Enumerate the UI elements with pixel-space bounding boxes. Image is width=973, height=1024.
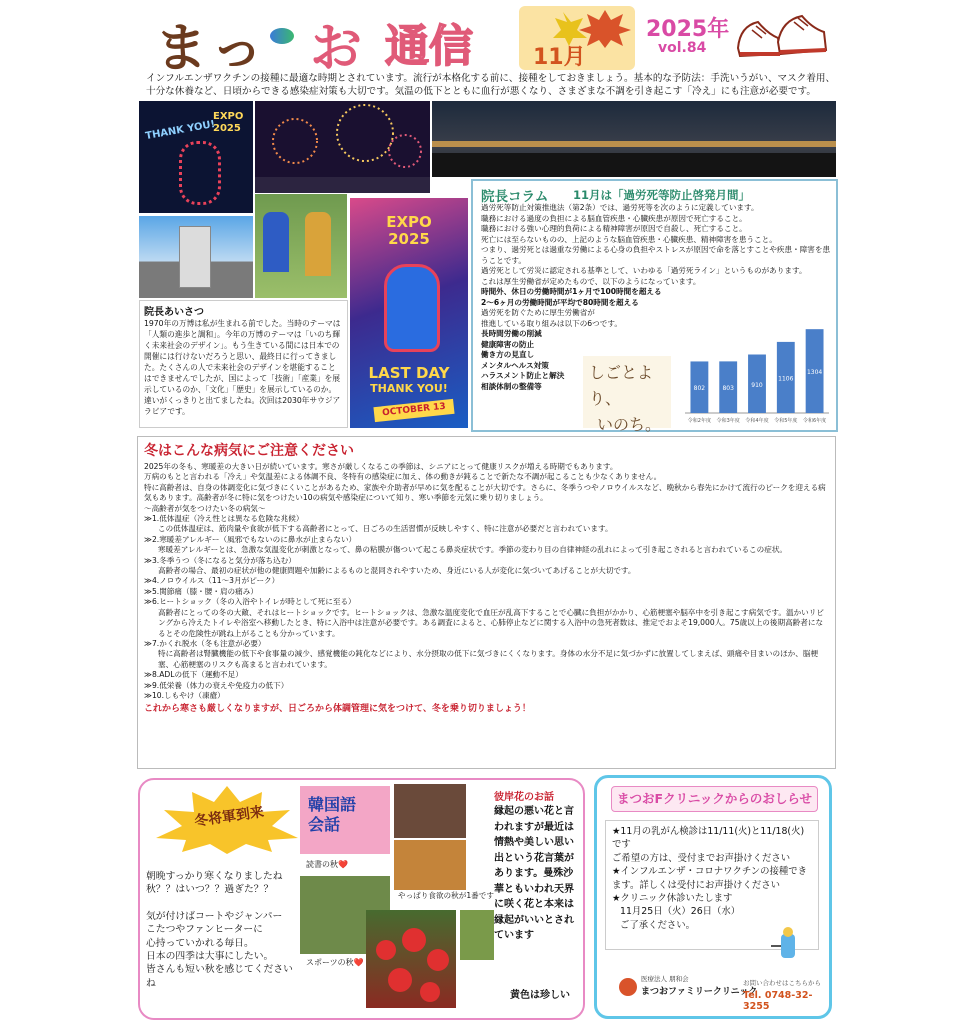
illness-head: ≫2.寒暖差アレルギー（風邪でもないのに鼻水が止まらない） [144, 534, 357, 544]
column-line: 職務における過度の負担による脳血管疾患・心臓疾患が原因で死亡すること。 [481, 213, 747, 223]
column-title: 院長コラム [481, 189, 549, 205]
chart-category-label: 令和6年度 [803, 418, 827, 424]
illness-desc: 寒暖差アレルギーとは、急激な気温変化が刺激となって、鼻の粘膜が傷ついて起こる鼻炎症状です。季節の変わり目の自律神経の乱れによって引き起こされると言われているこの症状。 [158, 545, 788, 555]
greeting-title: 院長あいさつ [144, 307, 204, 318]
illness-head: ≫6.ヒートショック（冬の入浴やトイレが時として死に至る） [144, 597, 356, 607]
title-matsu: まっ [155, 19, 268, 79]
couple-photo [255, 194, 347, 298]
higanbana-photo [366, 910, 456, 1008]
shogun-line: 日本の四季は大事にしたい。 [146, 951, 274, 963]
crowd-silhouette [432, 153, 836, 177]
illness-head: ≫9.低栄養（体力の衰えや免疫力の低下） [144, 680, 289, 690]
chicken-photo [394, 840, 466, 890]
yellow-lily-photo [460, 910, 494, 960]
person-left [263, 212, 289, 272]
illness-head: ≫4.ノロウイルス（11〜3月がピーク） [144, 576, 280, 586]
caption-food: やっぱり食欲の秋が1番です [398, 891, 494, 900]
illness-desc: 高齢者の場合、最初の症状が他の健康問題や加齢によるものと混同されやすいため、身近にいる人が変化に気づいてあげることが大切です。 [158, 566, 636, 576]
winter-title: 冬はこんな病気にご注意ください [144, 443, 354, 459]
shogun-line [146, 897, 302, 910]
shogun-line: 気が付けばコートやジャンパー [146, 910, 283, 922]
column-subtitle: 11月は「過労死等防止啓発月間」 [573, 188, 751, 202]
measure-item: 健康障害の防止 [481, 339, 535, 349]
ring-lights [432, 141, 836, 147]
column-line: 死亡には至らないものの、上記のような脳血管疾患・心臓疾患、精神障害を患うこと。 [481, 234, 777, 244]
intro-text: インフルエンザワクチンの接種に最適な時期とされています。流行が本格化する前に、接種をしておきましょう。基本的な予防法：手洗いうがい、マスク着用、十分な休養など、日頃からできる感染症対策も大切です。気温の低下とともに血行が悪くなり、さまざまな不調を引き起こす「冷え」にも注意が必要です。 [146, 73, 836, 98]
chart-data-label: 803 [722, 385, 734, 393]
chart-data-label: 802 [693, 385, 706, 393]
contact-label: お問い合わせはこちらから [743, 979, 821, 987]
measure-item: メンタルヘルス対策 [481, 360, 549, 370]
notice-line: ご了承ください。 [620, 919, 696, 931]
notice-line: 11月25日（火）26日（水） [620, 906, 741, 918]
notice-line: ★クリニック休診いたします [612, 893, 733, 905]
column-line: つまり、過労死とは過重な労働による心身の負担やストレスが原因で命を落とすことや疾患・障害を患うことです。 [481, 245, 831, 265]
column-line: 過労死を防ぐために厚生労働省が [481, 308, 595, 317]
myaku-myaku-mascot [384, 264, 440, 352]
shogun-line: こたつやファンヒーターに [146, 924, 263, 936]
poster-expo: EXPO [386, 213, 432, 231]
bbq-photo [394, 784, 466, 838]
winter-body [144, 462, 829, 701]
column-line: 時間外、休日の労働時間が1ヶ月で100時間を超える [481, 287, 662, 296]
shogun-line: 皆さんも短い秋を感じてくださいね [146, 964, 293, 989]
winter-intro-line: 2025年の冬も、寒暖差の大きい日が続いています。寒さが厳しくなるこの季節は、シニアにとって健康リスクが増える時期でもあります。 [144, 462, 618, 471]
shogun-text [146, 870, 302, 990]
greeting-body: 1970年の万博は私が生まれる前でした。当時のテーマは「人類の進歩と調和」。今年の万博のテーマは「いのち輝く未来社会のデザイン」。もう生きている間には日本での開催には行けないだろうと思い、最終日に行ってきました。たくさんの人で未来社会のデザインを堪能することはできませんでしたが、国によって「技術」「産業」を展示しているのか、「文化」「歴史」を展示しているのか。違いがくっきりと出てましたね。次回は2030年サウジアラビアです。 [144, 319, 341, 416]
illness-desc: 高齢者にとっての冬の大敵、それはヒートショックです。ヒートショックは、急激な温度変化で血圧が乱高下することで心臓に負担がかかり、心筋梗塞や脳卒中を引き起こす病気です。温かいリビングから冷えたトイレや浴室へ移動したとき、特に入浴中は注意が必要です。ある調査によると、心肺停止などに関する入浴中の急死者数は、推定でおよそ19,000人。75歳以上の後期高齢者になるとその危険性が跳ね上がることも分かっています。 [158, 607, 824, 638]
illness-head: ≫5.関節痛（膝・腰・肩の痛み） [144, 586, 258, 596]
director-greeting [139, 300, 348, 428]
expo-night-photo [139, 101, 253, 213]
chart-category-label: 令和2年度 [687, 418, 711, 424]
winter-intro-line: 万病のもとと言われる「冷え」や気温差による体調不良、冬特有の感染症に加え、体の動きが鈍ることで新たな不調が起こることも少なくありません。 [144, 472, 662, 482]
illness-head: ≫3.冬季うつ（冬になると気分が落ち込む） [144, 555, 296, 565]
measure-item: 相談体制の整備等 [481, 381, 542, 391]
caption-sports: スポーツの秋❤️ [306, 958, 364, 967]
chart-data-label: 1106 [778, 375, 794, 383]
calligraphy-line-1: しごとより、 [589, 363, 654, 408]
statue-shape [179, 226, 211, 288]
higanbana-body: 縁起の悪い花と言われますが最近は情熱や美しい思い出という花言葉があります。曼殊沙華ともいわれ天界に咲く花と本来は縁起がいいとされています [494, 806, 574, 941]
column-line: 推進している取り組みは以下の6つです。 [481, 318, 622, 328]
poster-date: OCTOBER 13 [373, 399, 454, 422]
winter-closing: これから寒さも厳しくなりますが、日ごろから体調管理に気をつけて、冬を乗り切りましょう！ [144, 704, 531, 715]
thank-you-drone-text: THANK YOU! [144, 118, 217, 143]
title-o: お [310, 19, 363, 79]
director-column [471, 179, 838, 432]
winter-illness-section [137, 436, 836, 769]
illness-head: ≫10.しもやけ（凍瘡） [144, 690, 225, 700]
notice-line: ★インフルエンザ・コロナワクチンの接種できます。詳しくは受付にお声掛けください [612, 866, 808, 891]
chart-category-label: 令和3年度 [716, 418, 740, 424]
shogun-line: 心持っていかれる毎日。 [146, 937, 254, 949]
higanbana-title: 彼岸花のお話 [494, 792, 554, 803]
overwork-chart [675, 313, 835, 431]
measure-item: 働き方の見直し [481, 350, 535, 359]
illness-desc: 特に高齢者は腎臓機能の低下や食事量の減少、感覚機能の鈍化などにより、水分摂取の低下に気づきにくくなります。身体の水分不足に気づかずに放置してしまえば、頭痛や目まいのほか、脳梗塞、心筋梗塞のリスクも高まると言われています。 [158, 649, 819, 669]
clinic-name: まつおファミリークリニック [641, 987, 758, 997]
notice-title: まつおFクリニックからのおしらせ [611, 786, 818, 812]
winter-general-section [138, 778, 585, 1020]
column-line: 職務における強い心理的負荷による精神障害が原因で自殺し、死亡すること。 [481, 224, 747, 233]
starburst-text: 冬将軍到来 [193, 804, 265, 830]
vaccine-mascot-icon [767, 926, 807, 966]
poster-thank-you: THANK YOU! [370, 382, 448, 395]
calligraphy-panel [583, 356, 671, 434]
poster-year: 2025 [388, 230, 430, 248]
illness-desc: この低体温症は、筋肉量や食欲が低下する高齢者にとって、日ごろの生活習慣が反映しやすく、特に注意が必要だと言われています。 [158, 524, 613, 534]
measure-item: 長時間労働の削減 [481, 329, 542, 338]
column-line: 過労死等防止対策推進法（第2条）では、過労死等を次のように定義しています。 [481, 203, 759, 212]
clinic-notice [594, 775, 832, 1019]
clinic-corp: 医療法人 朋和会 [641, 975, 689, 983]
issue-volume: vol.84 [658, 40, 707, 56]
last-day-poster [350, 198, 468, 428]
fireworks-photo [255, 101, 430, 193]
book-title-line2: 会話 [308, 815, 341, 834]
notice-line: ★11月の乳がん検診は11/11(火)と11/18(火)です [612, 826, 805, 851]
caption-reading: 読書の秋❤️ [306, 860, 348, 869]
poster-last-day: LAST DAY [368, 364, 450, 382]
red-spider-lily-graphic [366, 910, 456, 1008]
column-line: 過労死として労災に認定される基準として、いわゆる「過労死ライン」というものがあります。 [481, 266, 807, 275]
expo-drone-text: EXPO 2025 [213, 111, 244, 134]
illness-head: ≫8.ADLの低下（運動不足） [144, 670, 243, 680]
month-badge [519, 6, 635, 70]
book-title-line1: 韓国語 [308, 795, 357, 814]
gundam-statue-photo [139, 216, 253, 298]
clinic-logo-icon [619, 978, 637, 996]
sneakers-icon [732, 8, 830, 70]
column-line: これは厚生労働省が定めたもので、以下のようになっています。 [481, 276, 701, 286]
winter-intro-line: 〜高齢者が気をつけたい冬の病気〜 [144, 503, 266, 513]
clinic-tel: Tel. 0748-32-3255 [743, 990, 813, 1012]
person-right [305, 212, 331, 276]
notice-line: ご希望の方は、受付までお声掛けください [612, 852, 791, 864]
column-line: 2〜6ヶ月の労働時間が平均で80時間を超える [481, 297, 639, 307]
illness-head: ≫1.低体温症（冷え性とは異なる危険な兆候） [144, 514, 304, 524]
month-label: 11月 [533, 45, 586, 70]
drone-mascot-shape [179, 141, 221, 205]
chart-category-label: 令和4年度 [745, 418, 769, 424]
shogun-line: 秋？？はいつ？？過ぎた？？ [146, 884, 274, 896]
chart-data-label: 1304 [806, 369, 823, 377]
chart-data-label: 910 [751, 381, 763, 389]
chart-category-label: 令和5年度 [774, 418, 798, 424]
higanbana-tail: 黄色は珍しい [510, 990, 570, 1001]
expo-ring-night-photo [432, 101, 836, 177]
title-globe-dot [270, 28, 294, 44]
fireworks-graphic [255, 101, 430, 193]
shogun-line: 朝晩すっかり寒くなりましたね [146, 871, 283, 882]
winter-intro-line: 特に高齢者は、自身の体調変化に気づきにくいことがあるため、家族や介助者が早めに気を配ることが大切です。さらに、冬季うつやノロウイルスなど、晩秋から春先にかけて流行のピークを迎える病気もあります。高齢者が冬に特に気をつけたい10の病気や感染症について知り、寒い季節を元気に乗り切りましょう。 [144, 482, 826, 503]
korean-book-photo [300, 786, 390, 854]
issue-year: 2025年 [646, 17, 730, 42]
measure-item: ハラスメント防止と解決 [481, 371, 565, 380]
title-tsushin: 通信 [385, 21, 473, 72]
illness-head: ≫7.かくれ脱水（冬も注意が必要） [144, 638, 266, 648]
calligraphy-line-2: いのち。 [597, 415, 662, 434]
